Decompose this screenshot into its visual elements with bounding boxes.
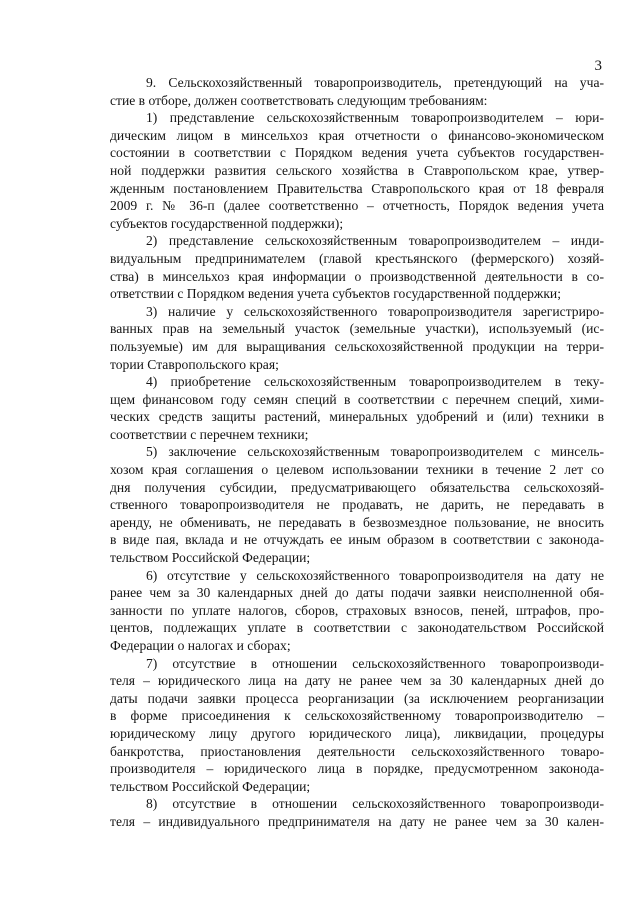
text-line: 2009 г. № 36-п (далее соответственно – отчетность, Порядок ведения учета xyxy=(110,198,604,214)
text-line: жденным постановлением Правительства Ставропольского края от 18 февраля xyxy=(110,180,604,196)
text-line: стие в отборе, должен соответствовать следующим требованиям: xyxy=(110,92,488,108)
text-line: 4) приобретение сельскохозяйственным товаропроизводителем в теку- xyxy=(146,374,604,390)
paragraph-item-9-2 xyxy=(110,232,604,302)
paragraph-item-9-3 xyxy=(110,303,604,373)
text-line: 3) наличие у сельскохозяйственного товаропроизводителя зарегистриро- xyxy=(146,303,604,319)
text-line: в форме присоединения к сельскохозяйственному товаропроизводителю – xyxy=(110,708,604,724)
text-line: 6) отсутствие у сельскохозяйственного товаропроизводителя на дату не xyxy=(146,567,604,583)
text-line: тории Ставропольского края; xyxy=(110,356,279,372)
text-line: дическим лицом в минсельхоз края отчетности о финансово-экономическом xyxy=(110,127,604,143)
text-line: банкротства, приостановления деятельности сельскохозяйственного товаро- xyxy=(110,743,604,759)
text-line: ответствии с Порядком ведения учета субъектов государственной поддержки; xyxy=(110,286,561,302)
document-body xyxy=(110,74,604,831)
text-line: дня получения субсидии, предусматривающего обязательства сельскохозяй- xyxy=(110,479,604,495)
text-line: щем финансовом году семян специй в соответствии с перечнем специй, хими- xyxy=(110,391,604,407)
text-line: ранее чем за 30 календарных дней до даты подачи заявки неисполненной обя- xyxy=(110,585,604,601)
paragraph-item-9 xyxy=(110,74,604,109)
text-line: состоянии в соответствии с Порядком ведения учета субъектов государствен- xyxy=(110,145,604,161)
paragraph-item-9-6 xyxy=(110,567,604,655)
text-line: юридическому лицу другого юридического лица), ликвидации, процедуры xyxy=(110,725,604,741)
text-line: пользуемые) им для выращивания сельскохозяйственной продукции на терри- xyxy=(110,338,604,354)
text-line: теля – индивидуального предпринимателя на дату не ранее чем за 30 кален- xyxy=(110,813,604,829)
text-line: центов, подлежащих уплате в соответствии с законодательством Российской xyxy=(110,620,604,636)
text-line: 1) представление сельскохозяйственным товаропроизводителем – юри- xyxy=(146,110,604,126)
text-line: аренду, не обменивать, не передавать в безвозмездное пользование, не вносить xyxy=(110,514,604,530)
text-line: занности по уплате налогов, сборов, страховых взносов, пеней, штрафов, про- xyxy=(110,602,604,618)
text-line: ства) в минсельхоз края информации о производственной деятельности в со- xyxy=(110,268,604,284)
paragraph-item-9-1 xyxy=(110,109,604,232)
text-line: видуальным предпринимателем (главой крестьянского (фермерского) хозяй- xyxy=(110,250,604,266)
text-line: Федерации о налогах и сборах; xyxy=(110,638,291,653)
text-line: производителя – юридического лица в порядке, предусмотренном законода- xyxy=(110,761,604,777)
text-line: в виде пая, вклада и не отчуждать ее иным образом в соответствии с законода- xyxy=(110,532,604,548)
text-line: субъектов государственной поддержки); xyxy=(110,215,344,231)
text-line: 8) отсутствие в отношении сельскохозяйственного товаропроизводи- xyxy=(146,796,604,812)
paragraph-item-9-8 xyxy=(110,795,604,830)
paragraph-item-9-7 xyxy=(110,655,604,796)
text-line: 7) отсутствие в отношении сельскохозяйственного товаропроизводи- xyxy=(146,655,604,671)
text-line: тельством Российской Федерации; xyxy=(110,778,311,794)
text-line: тельством Российской Федерации; xyxy=(110,550,311,566)
paragraph-item-9-4 xyxy=(110,373,604,443)
text-line: соответствии с перечнем техники; xyxy=(110,426,309,442)
text-line: 5) заключение сельскохозяйственным товаропроизводителем с минсель- xyxy=(146,444,604,460)
text-line: 9. Сельскохозяйственный товаропроизводитель, претендующий на уча- xyxy=(146,75,604,90)
text-line: даты подачи заявки процесса реорганизации (за исключением реорганизации xyxy=(110,690,604,706)
text-line: ческих средств защиты растений, минеральных удобрений и (или) техники в xyxy=(110,409,604,425)
text-line: 2) представление сельскохозяйственным товаропроизводителем – инди- xyxy=(146,233,604,249)
page-number: 3 xyxy=(594,58,602,74)
text-line: ной поддержки развития сельского хозяйства в Ставропольском крае, утвер- xyxy=(110,162,604,178)
text-line: ванных прав на земельный участок (земельные участки), используемый (ис- xyxy=(110,321,604,337)
text-line: хозом края соглашения о целевом использовании техники в течение 2 лет со xyxy=(110,462,604,478)
text-line: ственного товаропроизводителя не продавать, не дарить, не передавать в xyxy=(110,497,604,513)
text-line: теля – юридического лица на дату не ранее чем за 30 календарных дней до xyxy=(110,673,604,689)
paragraph-item-9-5 xyxy=(110,443,604,566)
